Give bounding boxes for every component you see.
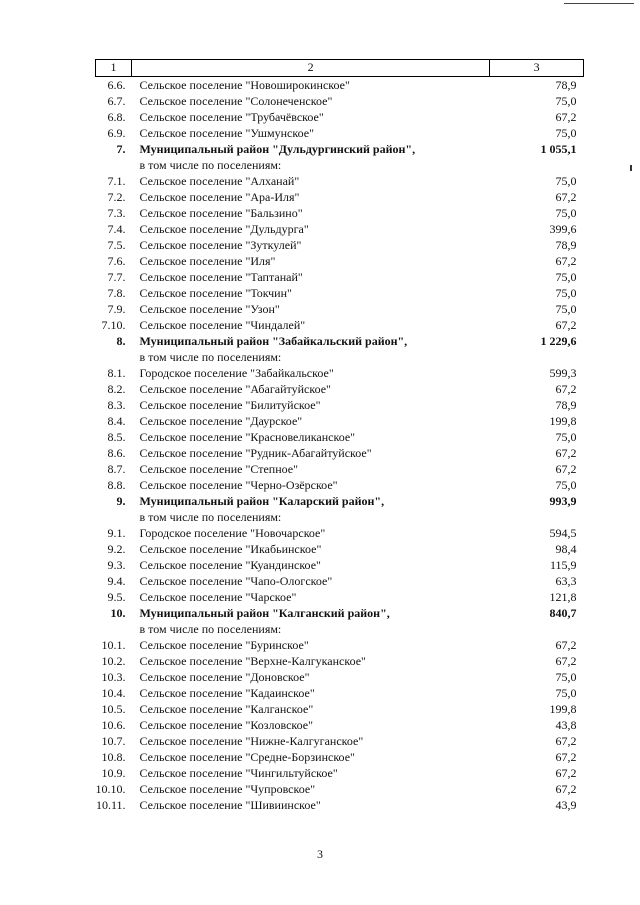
settlement-row [96,125,584,141]
row-number [96,509,132,525]
row-value: 75,0 [555,670,577,684]
row-value: 43,8 [555,718,577,732]
row-value: 115,9 [549,558,577,572]
row-number: 8.8. [107,478,126,492]
row-number: 7. [116,142,126,156]
row-name: Сельское поселение "Токчин" [139,286,292,300]
settlement-row [96,733,584,749]
page-number: 3 [317,847,323,861]
row-number: 8.5. [107,430,126,444]
table-body [96,77,584,814]
settlement-row [96,109,584,125]
row-name: Муниципальный район "Каларский район", [139,494,385,508]
row-value: 1 055,1 [540,142,577,156]
header-col-3: 3 [490,60,584,77]
settlement-row [96,413,584,429]
row-number: 10.5. [101,702,126,716]
subheading-row [96,621,584,637]
row-value: 67,2 [555,462,577,476]
row-name: Сельское поселение "Кадаинское" [139,686,315,700]
row-name: Сельское поселение "Козловское" [139,718,314,732]
row-name: Сельское поселение "Новоширокинское" [139,78,350,92]
row-name: Сельское поселение "Чингильтуйское" [139,766,338,780]
row-name: Сельское поселение "Узон" [139,302,280,316]
row-value: 98,4 [555,542,577,556]
settlement-row [96,541,584,557]
row-value: 43,9 [555,798,577,812]
row-number: 10.2. [101,654,126,668]
row-number: 10.10. [95,782,126,796]
settlement-row [96,669,584,685]
row-value [490,509,584,525]
district-row [96,141,584,157]
row-name: Сельское поселение "Бальзино" [139,206,303,220]
settlement-row [96,221,584,237]
row-name: Сельское поселение "Нижне-Калгуганское" [139,734,364,748]
row-value: 399,6 [549,222,577,236]
row-number: 8. [116,334,126,348]
settlement-row [96,365,584,381]
row-name: Сельское поселение "Иля" [139,254,276,268]
table-header-row [96,60,584,77]
row-name: Сельское поселение "Доновское" [139,670,310,684]
row-value: 75,0 [555,430,577,444]
row-number: 7.6. [107,254,126,268]
settlement-row [96,717,584,733]
settlement-row [96,189,584,205]
row-name: в том числе по поселениям: [139,158,282,172]
subheading-row [96,349,584,365]
row-value: 599,3 [549,366,577,380]
row-number: 6.7. [107,94,126,108]
row-value: 67,2 [555,638,577,652]
settlement-row [96,173,584,189]
header-col-1: 1 [96,60,132,77]
row-number: 9.5. [107,590,126,604]
row-value: 67,2 [555,654,577,668]
row-name: Сельское поселение "Красновеликанское" [139,430,356,444]
row-value: 67,2 [555,254,577,268]
row-name: Сельское поселение "Алханай" [139,174,300,188]
subheading-row [96,509,584,525]
row-name: Сельское поселение "Билитуйское" [139,398,321,412]
settlement-row [96,381,584,397]
row-value: 75,0 [555,206,577,220]
settlement-row [96,557,584,573]
row-number: 7.8. [107,286,126,300]
row-number: 8.4. [107,414,126,428]
row-name: Сельское поселение "Средне-Борзинское" [139,750,355,764]
row-name: Сельское поселение "Степное" [139,462,298,476]
settlement-row [96,253,584,269]
row-number: 7.1. [107,174,126,188]
settlement-row [96,269,584,285]
settlement-row [96,749,584,765]
settlement-row [96,477,584,493]
row-name: Сельское поселение "Куандинское" [139,558,321,572]
settlement-row [96,285,584,301]
row-number: 9.4. [107,574,126,588]
row-value: 67,2 [555,766,577,780]
row-name: в том числе по поселениям: [139,622,282,636]
row-name: Сельское поселение "Шивиинское" [139,798,321,812]
settlement-row [96,237,584,253]
row-value: 75,0 [555,270,577,284]
settlement-row [96,765,584,781]
row-name: Сельское поселение "Чиндалей" [139,318,306,332]
row-number: 6.8. [107,110,126,124]
row-value: 67,2 [555,382,577,396]
row-value [490,621,584,637]
row-value: 594,5 [549,526,577,540]
settlement-row [96,77,584,94]
row-value: 121,8 [549,590,577,604]
row-value [490,349,584,365]
row-value: 67,2 [555,190,577,204]
row-name: Сельское поселение "Чупровское" [139,782,316,796]
settlement-row [96,397,584,413]
row-name: Муниципальный район "Калганский район", [139,606,390,620]
row-value: 78,9 [555,78,577,92]
row-value: 67,2 [555,734,577,748]
row-name: в том числе по поселениям: [139,350,282,364]
settlement-row [96,573,584,589]
header-col-2: 2 [132,60,490,77]
row-number: 8.2. [107,382,126,396]
row-number: 7.4. [107,222,126,236]
settlement-row [96,525,584,541]
row-number [96,157,132,173]
row-value: 993,9 [549,494,577,508]
row-value: 67,2 [555,318,577,332]
settlement-row [96,701,584,717]
row-name: Сельское поселение "Трубачёвское" [139,110,324,124]
row-number: 8.1. [107,366,126,380]
row-value: 63,3 [555,574,577,588]
row-name: Сельское поселение "Абагайтуйское" [139,382,331,396]
settlement-row [96,445,584,461]
row-number: 7.7. [107,270,126,284]
subheading-row [96,157,584,173]
row-number: 10.7. [101,734,126,748]
row-value: 840,7 [549,606,577,620]
row-number: 10.4. [101,686,126,700]
row-name: Сельское поселение "Ара-Иля" [139,190,300,204]
row-value: 75,0 [555,126,577,140]
row-number: 7.5. [107,238,126,252]
row-value: 75,0 [555,686,577,700]
settlement-row [96,301,584,317]
row-name: Сельское поселение "Дульдурга" [139,222,309,236]
settlement-row [96,93,584,109]
row-number: 8.3. [107,398,126,412]
row-value: 75,0 [555,286,577,300]
row-value: 75,0 [555,302,577,316]
row-value [490,157,584,173]
row-name: Городское поселение "Забайкальское" [139,366,334,380]
settlement-row [96,589,584,605]
settlement-row [96,653,584,669]
row-name: Сельское поселение "Ушмунское" [139,126,314,140]
row-name: Муниципальный район "Забайкальский район", [139,334,408,348]
row-name: Муниципальный район "Дульдургинский район", [139,142,416,156]
row-name: Сельское поселение "Таптанай" [139,270,303,284]
row-number: 8.6. [107,446,126,460]
row-value: 78,9 [555,238,577,252]
settlement-row [96,685,584,701]
settlement-row [96,317,584,333]
settlement-row [96,637,584,653]
row-number: 7.10. [101,318,126,332]
row-value: 75,0 [555,174,577,188]
row-number: 8.7. [107,462,126,476]
row-value: 78,9 [555,398,577,412]
row-name: Сельское поселение "Буринское" [139,638,309,652]
row-name: Сельское поселение "Чапо-Ологское" [139,574,333,588]
row-name: Сельское поселение "Икабьинское" [139,542,322,556]
row-name: в том числе по поселениям: [139,510,282,524]
district-row [96,605,584,621]
row-name: Сельское поселение "Солонеченское" [139,94,333,108]
row-name: Сельское поселение "Зуткулей" [139,238,302,252]
row-number: 10.3. [101,670,126,684]
row-number: 6.6. [107,78,126,92]
settlement-row [96,205,584,221]
row-number: 7.9. [107,302,126,316]
row-number [96,621,132,637]
scan-edge-line [564,3,634,4]
row-name: Сельское поселение "Черно-Озёрское" [139,478,338,492]
row-number: 7.3. [107,206,126,220]
row-number: 9. [116,494,126,508]
row-number: 10. [110,606,126,620]
row-number: 9.3. [107,558,126,572]
row-number: 10.9. [101,766,126,780]
allocation-table [95,59,584,813]
row-number: 6.9. [107,126,126,140]
row-number [96,349,132,365]
row-number: 10.11. [95,798,126,812]
row-name: Сельское поселение "Верхне-Калгуканское" [139,654,366,668]
settlement-row [96,797,584,813]
row-number: 9.1. [107,526,126,540]
row-name: Сельское поселение "Калганское" [139,702,314,716]
row-name: Сельское поселение "Чарское" [139,590,297,604]
row-value: 199,8 [549,702,577,716]
settlement-row [96,429,584,445]
settlement-row [96,461,584,477]
row-value: 67,2 [555,750,577,764]
row-value: 1 229,6 [540,334,577,348]
district-row [96,333,584,349]
row-name: Городское поселение "Новочарское" [139,526,326,540]
scan-artifact [630,165,632,171]
row-number: 7.2. [107,190,126,204]
row-number: 9.2. [107,542,126,556]
row-number: 10.6. [101,718,126,732]
row-value: 67,2 [555,110,577,124]
district-row [96,493,584,509]
row-number: 10.1. [101,638,126,652]
row-value: 75,0 [555,94,577,108]
row-value: 67,2 [555,782,577,796]
row-value: 199,8 [549,414,577,428]
row-value: 75,0 [555,478,577,492]
row-value: 67,2 [555,446,577,460]
settlement-row [96,781,584,797]
row-number: 10.8. [101,750,126,764]
row-name: Сельское поселение "Рудник-Абагайтуйское" [139,446,372,460]
row-name: Сельское поселение "Даурское" [139,414,303,428]
